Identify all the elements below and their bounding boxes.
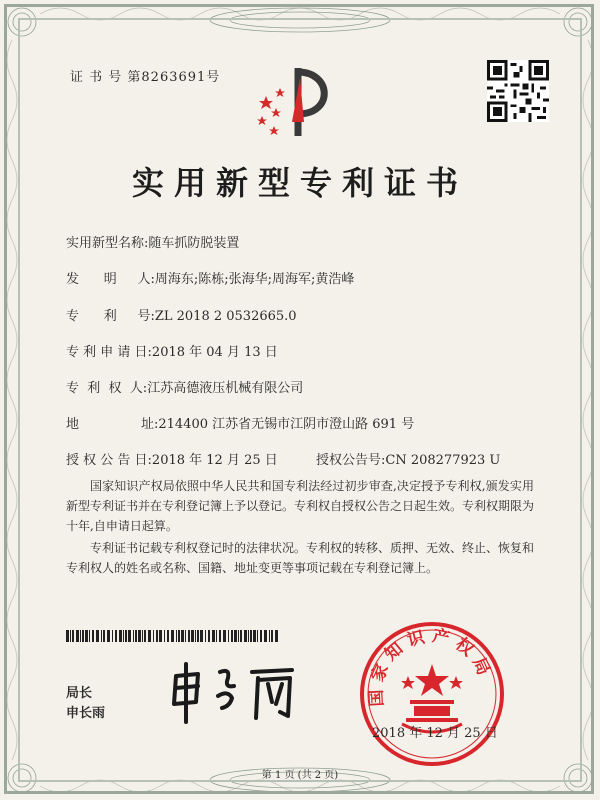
qr-code-icon: [487, 60, 549, 122]
field-value: 江苏高德液压机械有限公司: [147, 381, 304, 396]
field-address: [66, 413, 414, 432]
seal-date: 2018 年 12 月 25 日: [372, 726, 498, 741]
field-value: 周海东;陈栋;张海华;周海军;黄浩峰: [154, 272, 355, 287]
certificate-title: 实用新型专利证书: [131, 164, 468, 202]
paragraph-grant-statement: 国家知识产权局依照中华人民共和国专利法经过初步审查,决定授予专利权,颁发实用新型专利证书并在专利登记簿上予以登记。专利权自授权公告之日起生效。专利权期限为十年,自申请日起算。: [66, 479, 535, 533]
signatory-title: 局长: [66, 686, 93, 701]
barcode-icon: [66, 630, 280, 642]
cnipa-logo-icon: [252, 62, 336, 142]
field-value: ZL 2018 2 0532665.0: [154, 309, 297, 324]
field-value: 随车抓防脱装置: [148, 236, 240, 251]
field-grant-date: [66, 449, 278, 468]
field-patentee: [66, 377, 303, 396]
field-value: 214400 江苏省无锡市江阴市澄山路 691 号: [158, 417, 415, 432]
signatory-name: 申长雨: [66, 706, 106, 721]
field-label: 授 权 公 告 日:: [66, 453, 152, 468]
field-value: 2018 年 12 月 25 日: [151, 453, 278, 468]
field-label: 专 利 权 人:: [66, 381, 148, 396]
field-utility-model-name: [66, 232, 239, 251]
paragraph-legal-status: 专利证书记载专利权登记时的法律状况。专利权的转移、质押、无效、终止、恢复和专利权人的姓名或名称、国籍、地址变更等事项记载在专利登记簿上。: [66, 541, 535, 575]
field-label: 地 址:: [66, 417, 159, 432]
page-number: 第 1 页 (共 2 页): [261, 770, 339, 781]
field-value: 2018 年 04 月 13 日: [151, 345, 278, 360]
field-value: CN 208277923 U: [385, 453, 501, 468]
official-seal-icon: [358, 620, 506, 768]
seal-text: 国家知识产权局: [366, 626, 496, 707]
field-inventors: [66, 268, 354, 287]
field-label: 发 明 人:: [66, 272, 155, 287]
field-label: 授权公告号:: [316, 453, 386, 468]
certificate-number-label: 证 书 号: [70, 70, 123, 85]
field-patent-number: [66, 305, 297, 324]
field-application-date: [66, 341, 278, 360]
certificate-number-value: 第8263691号: [127, 70, 221, 85]
svg-text:国家知识产权局: [366, 625, 495, 707]
field-label: 专 利 申 请 日:: [66, 345, 152, 360]
certificate-number: [70, 66, 220, 85]
signature-image: [168, 662, 308, 724]
field-label: 实用新型名称:: [66, 236, 149, 251]
field-announcement-number: [316, 449, 500, 468]
field-label: 专 利 号:: [66, 309, 155, 324]
